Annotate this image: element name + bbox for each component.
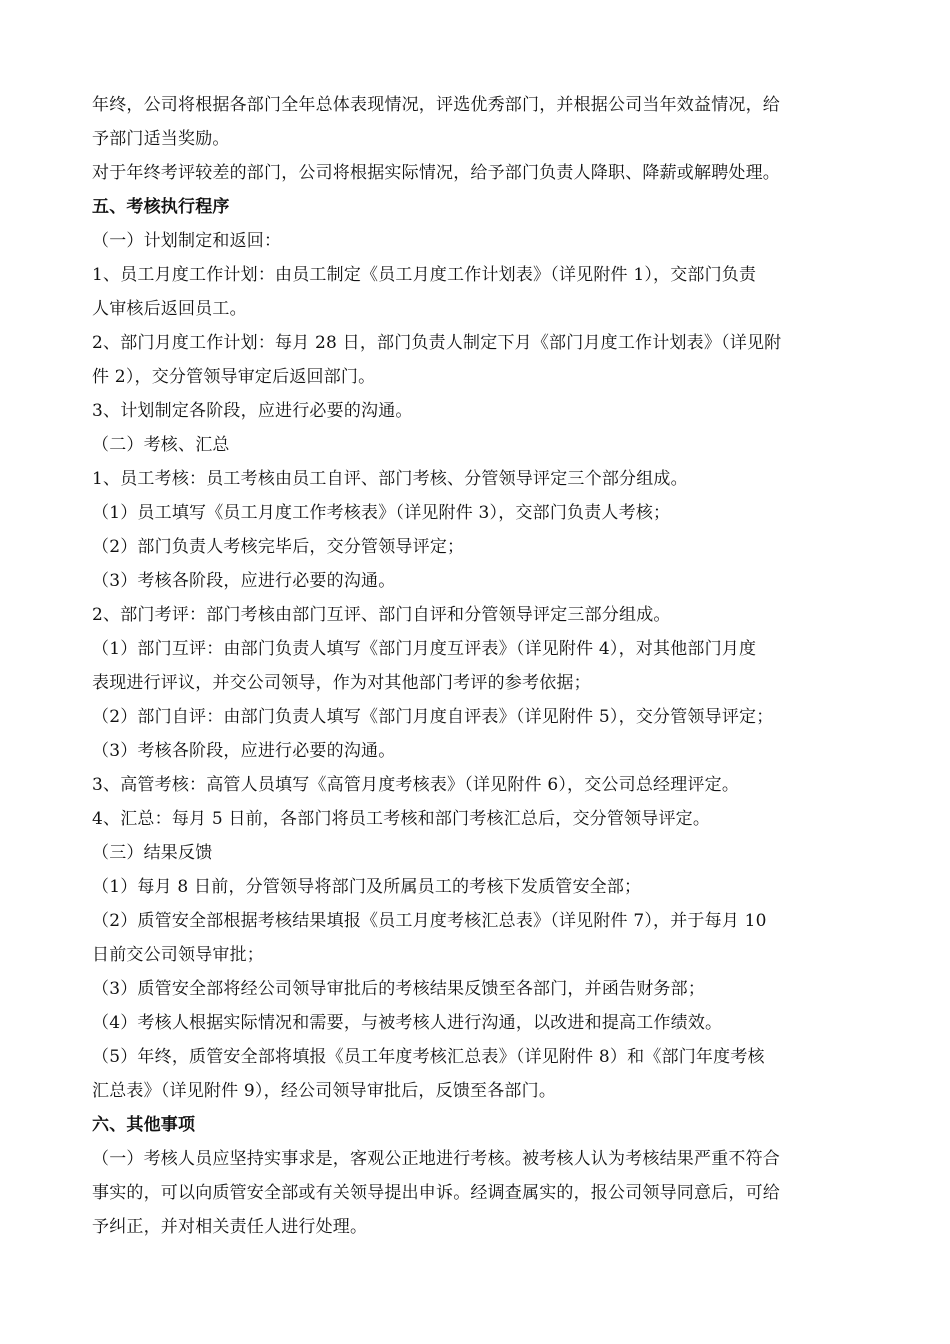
text-line: 件 2），交分管领导审定后返回部门。 <box>92 367 376 387</box>
section-heading: 五、考核执行程序 <box>92 197 230 217</box>
text-line: （3）考核各阶段，应进行必要的沟通。 <box>92 741 396 761</box>
section-heading: 六、其他事项 <box>92 1115 196 1135</box>
text-line: 表现进行评议，并交公司领导，作为对其他部门考评的参考依据； <box>92 673 591 693</box>
text-line: （2）部门自评：由部门负责人填写《部门月度自评表》（详见附件 5），交分管领导评定； <box>92 707 774 727</box>
text-line: 4、汇总：每月 5 日前，各部门将员工考核和部门考核汇总后，交分管领导评定。 <box>92 809 711 829</box>
text-line: 2、部门考评：部门考核由部门互评、部门自评和分管领导评定三部分组成。 <box>92 605 671 625</box>
text-line: （1）部门互评：由部门负责人填写《部门月度互评表》（详见附件 4），对其他部门月度 <box>92 639 757 659</box>
text-line: 日前交公司领导审批； <box>92 945 264 965</box>
text-line: （4）考核人根据实际情况和需要，与被考核人进行沟通，以改进和提高工作绩效。 <box>92 1013 723 1033</box>
text-line: （1）员工填写《员工月度工作考核表》（详见附件 3），交部门负责人考核； <box>92 503 671 523</box>
text-line: （1）每月 8 日前，分管领导将部门及所属员工的考核下发质管安全部； <box>92 877 642 897</box>
text-line: （一）计划制定和返回： <box>92 231 282 251</box>
text-line: 3、计划制定各阶段，应进行必要的沟通。 <box>92 401 413 421</box>
text-line: 对于年终考评较差的部门，公司将根据实际情况，给予部门负责人降职、降薪或解聘处理。 <box>92 163 780 183</box>
text-line: 年终，公司将根据各部门全年总体表现情况，评选优秀部门，并根据公司当年效益情况，给 <box>92 95 780 115</box>
text-line: （3）考核各阶段，应进行必要的沟通。 <box>92 571 396 591</box>
text-line: 事实的，可以向质管安全部或有关领导提出申诉。经调查属实的，报公司领导同意后，可给 <box>92 1183 780 1203</box>
text-line: （5）年终，质管安全部将填报《员工年度考核汇总表》（详见附件 8）和《部门年度考核 <box>92 1047 765 1067</box>
text-line: 2、部门月度工作计划：每月 28 日，部门负责人制定下月《部门月度工作计划表》（详见附 <box>92 333 782 353</box>
text-line: 1、员工考核：员工考核由员工自评、部门考核、分管领导评定三个部分组成。 <box>92 469 688 489</box>
text-line: （二）考核、汇总 <box>92 435 230 455</box>
text-line: 1、员工月度工作计划：由员工制定《员工月度工作计划表》（详见附件 1），交部门负责 <box>92 265 757 285</box>
text-line: （3）质管安全部将经公司领导审批后的考核结果反馈至各部门，并函告财务部； <box>92 979 706 999</box>
text-line: （三）结果反馈 <box>92 843 213 863</box>
text-line: 3、高管考核：高管人员填写《高管月度考核表》（详见附件 6），交公司总经理评定。 <box>92 775 740 795</box>
text-line: （一）考核人员应坚持实事求是，客观公正地进行考核。被考核人认为考核结果严重不符合 <box>92 1149 780 1169</box>
text-line: 汇总表》（详见附件 9），经公司领导审批后，反馈至各部门。 <box>92 1081 557 1101</box>
text-line: （2）部门负责人考核完毕后，交分管领导评定； <box>92 537 465 557</box>
text-line: （2）质管安全部根据考核结果填报《员工月度考核汇总表》（详见附件 7），并于每月 10 <box>92 911 767 931</box>
text-line: 予纠正，并对相关责任人进行处理。 <box>92 1217 368 1237</box>
document-body <box>92 88 862 1244</box>
text-line: 人审核后返回员工。 <box>92 299 247 319</box>
text-line: 予部门适当奖励。 <box>92 129 230 149</box>
